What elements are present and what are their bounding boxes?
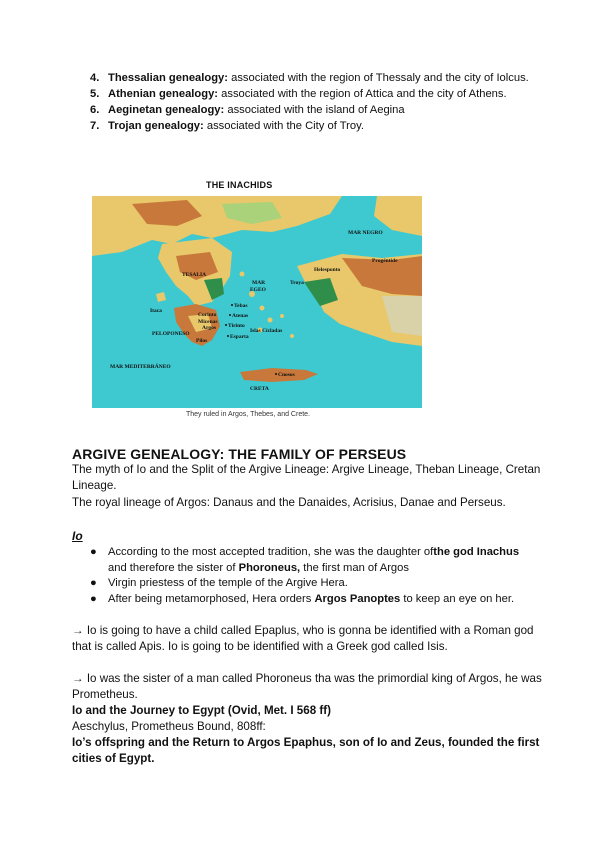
label-corinto: Corinto [198,312,217,318]
label-mar-mediterraneo: MAR MEDITERRÁNEO [110,364,171,370]
note-paragraph-1: → Io is going to have a child called Epaplus, who is gonna be identified with a Roman god that is called Apis. Io is going to be identified with a Greek god called Isis. [72,624,534,653]
label-tesalia: TESALIA [182,272,207,278]
aeschylus-reference: Aeschylus, Prometheus Bound, 808ff: [72,720,266,733]
label-mar-egeo-1: MAR [252,280,266,286]
intro-paragraph-2: The royal lineage of Argos: Danaus and the Danaides, Acrisius, Danae and Perseus. [72,496,506,509]
inachids-map [92,196,422,408]
list-item: 4. Thessalian genealogy: associated with the region of Thessaly and the city of Iolcus. [90,72,529,84]
io-bullet-list [90,545,530,607]
label-progentide: Progéntide [372,258,398,264]
journey-heading: Io and the Journey to Egypt (Ovid, Met. I 568 ff) [72,704,331,717]
label-peloponeso: PELOPONESO [152,331,190,337]
genealogy-list [90,70,550,134]
label-esparta: Esparta [230,334,249,340]
list-item: ● After being metamorphosed, Hera orders Argos Panoptes to keep an eye on her. [90,592,515,605]
map-title: THE INACHIDS [206,180,273,190]
list-item: 7. Trojan genealogy: associated with the City of Troy. [90,120,364,132]
list-item: 6. Aeginetan genealogy: associated with the island of Aegina [90,104,405,116]
label-argos: Argos [202,325,217,331]
label-creta: CRETA [250,386,269,392]
section-heading: ARGIVE GENEALOGY: THE FAMILY OF PERSEUS [72,446,407,462]
io-heading: Io [72,529,83,543]
intro-paragraph-1: The myth of Io and the Split of the Argive Lineage: Argive Lineage, Theban Lineage, Cretan Lineage. [72,463,541,492]
label-troya: Troya [290,280,304,286]
list-item: 5. Athenian genealogy: associated with the region of Attica and the city of Athens. [90,88,507,100]
list-item: ● According to the most accepted tradition, she was the daughter ofthe god Inachus and therefore the sister of Phoroneus, the first man of Argos [90,546,520,574]
label-micenas: Micenas [198,319,218,325]
label-mar-egeo-2: EGEO [250,287,266,293]
label-atenas: Atenas [232,313,249,319]
label-mar-negro: MAR NEGRO [348,230,383,236]
label-pilos: Pilos [196,338,208,344]
label-islas-cicladas: Islas Cícladas [250,328,283,334]
label-helesponto: Helesponto [314,267,341,273]
list-item: ● Virgin priestess of the temple of the Argive Hera. [90,577,348,589]
label-itaca: Itaca [150,308,162,314]
label-cnosos: Cnosos [278,372,295,378]
note-paragraph-2: → Io was the sister of a man called Phoroneus tha was the primordial king of Argos, he was Prometheus. [72,672,542,701]
map-caption: They ruled in Argos, Thebes, and Crete. [186,411,310,418]
label-tebas: Tebas [234,303,248,309]
label-tirinto: Tirinto [228,323,245,329]
offspring-paragraph: Io’s offspring and the Return to Argos Epaphus, son of Io and Zeus, founded the first cities of Egypt. [72,736,540,765]
